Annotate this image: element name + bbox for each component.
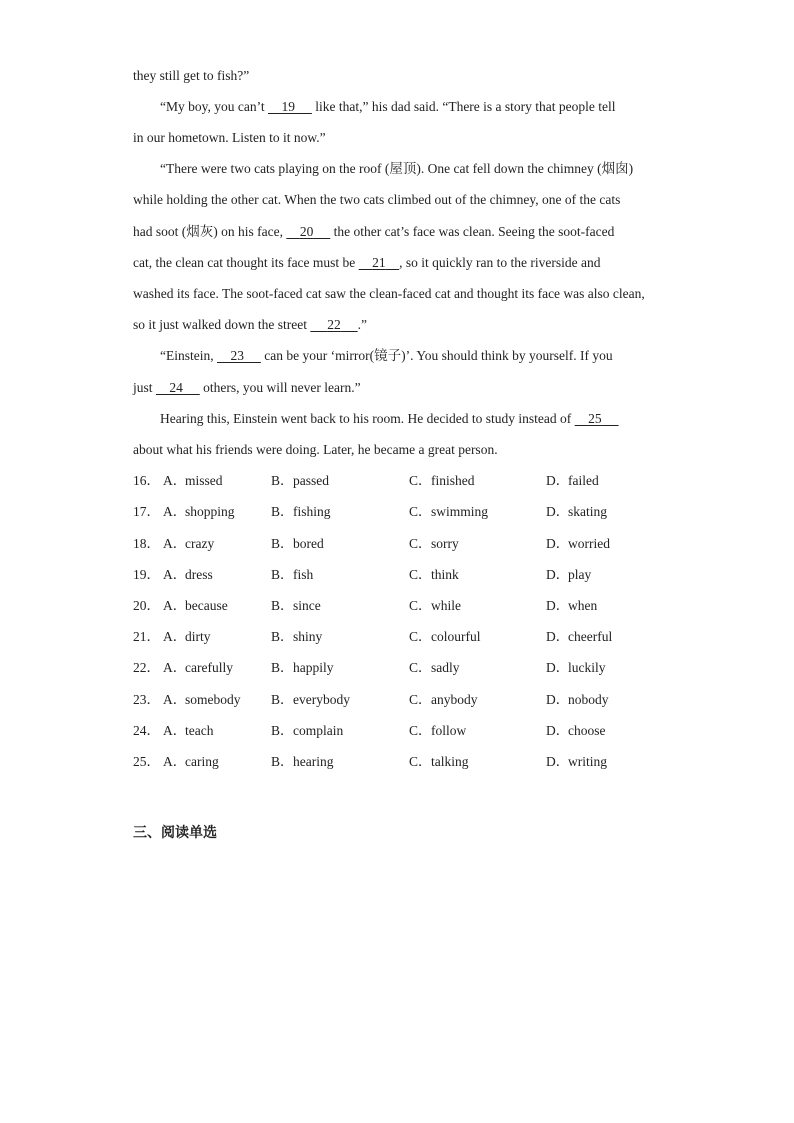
question-number: 24．: [133, 723, 160, 738]
option-b[interactable]: B．passed: [271, 473, 329, 488]
question-row: [133, 503, 673, 521]
passage-line: Hearing this, Einstein went back to his room. He decided to study instead of 25: [160, 410, 700, 428]
passage-line: “There were two cats playing on the roof (屋顶). One cat fell down the chimney (烟囱): [160, 161, 634, 176]
option-b[interactable]: B．happily: [271, 660, 334, 675]
option-b[interactable]: B．fish: [271, 567, 314, 582]
option-b[interactable]: B．shiny: [271, 629, 323, 644]
passage-line: cat, the clean cat thought its face must be 21 , so it quickly ran to the riverside and: [133, 255, 601, 270]
question-row: [133, 753, 673, 771]
question-number: 22．: [133, 660, 160, 675]
question-row: [133, 722, 673, 740]
passage-line: just 24 others, you will never learn.”: [133, 380, 361, 395]
option-a[interactable]: A．dirty: [163, 629, 211, 644]
passage-line: so it just walked down the street 22 .”: [133, 317, 367, 332]
option-c[interactable]: C．anybody: [409, 692, 478, 707]
option-a[interactable]: A．shopping: [163, 504, 235, 519]
blank-19: 19: [281, 99, 295, 114]
question-number: 16．: [133, 473, 160, 488]
section-title: 三、阅读单选: [133, 825, 217, 841]
blank-21: 21: [372, 255, 386, 270]
option-b[interactable]: B．bored: [271, 536, 324, 551]
question-row: [133, 628, 673, 646]
question-row: [133, 566, 673, 584]
option-d[interactable]: D．nobody: [546, 692, 609, 707]
option-d[interactable]: D．play: [546, 567, 592, 582]
option-c[interactable]: C．follow: [409, 723, 467, 738]
option-c[interactable]: C．talking: [409, 754, 469, 769]
passage-line: they still get to fish?”: [133, 68, 250, 83]
option-c[interactable]: C．colourful: [409, 629, 481, 644]
option-d[interactable]: D．skating: [546, 504, 607, 519]
question-number: 25．: [133, 754, 160, 769]
option-c[interactable]: C．swimming: [409, 504, 489, 519]
blank-23: 23: [230, 348, 244, 363]
passage-line: in our hometown. Listen to it now.”: [133, 130, 326, 145]
blank-22: 22: [327, 317, 341, 332]
passage-line: while holding the other cat. When the two cats climbed out of the chimney, one of the cats: [133, 192, 621, 207]
option-a[interactable]: A．teach: [163, 723, 214, 738]
option-a[interactable]: A．carefully: [163, 660, 233, 675]
question-row: [133, 535, 673, 553]
passage-line: about what his friends were doing. Later, he became a great person.: [133, 442, 498, 457]
passage-line: “My boy, you can’t 19 like that,” his dad said. “There is a story that people tell: [160, 99, 616, 114]
question-row: [133, 691, 673, 709]
question-number: 18．: [133, 536, 160, 551]
option-d[interactable]: D．when: [546, 598, 598, 613]
question-number: 20．: [133, 598, 160, 613]
option-d[interactable]: D．choose: [546, 723, 606, 738]
option-b[interactable]: B．everybody: [271, 692, 350, 707]
blank-24: 24: [169, 380, 183, 395]
question-number: 23．: [133, 692, 160, 707]
option-c[interactable]: C．think: [409, 567, 459, 582]
option-c[interactable]: C．sorry: [409, 536, 459, 551]
option-a[interactable]: A．caring: [163, 754, 219, 769]
option-d[interactable]: D．writing: [546, 754, 607, 769]
option-d[interactable]: D．cheerful: [546, 629, 613, 644]
option-a[interactable]: A．dress: [163, 567, 213, 582]
option-b[interactable]: B．complain: [271, 723, 344, 738]
passage-line: washed its face. The soot-faced cat saw the clean-faced cat and thought its face was also clean,: [133, 286, 645, 301]
question-number: 21．: [133, 629, 160, 644]
option-c[interactable]: C．finished: [409, 473, 475, 488]
option-d[interactable]: D．luckily: [546, 660, 606, 675]
option-c[interactable]: C．sadly: [409, 660, 460, 675]
blank-25: 25: [588, 411, 602, 426]
option-b[interactable]: B．hearing: [271, 754, 334, 769]
question-number: 17．: [133, 504, 160, 519]
option-b[interactable]: B．fishing: [271, 504, 331, 519]
question-row: [133, 472, 673, 490]
blank-20: 20: [299, 224, 314, 239]
passage-line: “Einstein, 23 can be your ‘mirror(镜子)’. You should think by yourself. If you: [160, 348, 613, 363]
option-b[interactable]: B．since: [271, 598, 321, 613]
option-c[interactable]: C．while: [409, 598, 461, 613]
option-a[interactable]: A．missed: [163, 473, 223, 488]
option-a[interactable]: A．crazy: [163, 536, 215, 551]
question-row: [133, 597, 673, 615]
question-number: 19．: [133, 567, 160, 582]
option-d[interactable]: D．failed: [546, 473, 599, 488]
option-a[interactable]: A．because: [163, 598, 228, 613]
question-row: [133, 659, 673, 677]
passage-line: had soot (烟灰) on his face, 20 the other cat’s face was clean. Seeing the soot-faced: [133, 224, 615, 239]
option-a[interactable]: A．somebody: [163, 692, 241, 707]
option-d[interactable]: D．worried: [546, 536, 610, 551]
